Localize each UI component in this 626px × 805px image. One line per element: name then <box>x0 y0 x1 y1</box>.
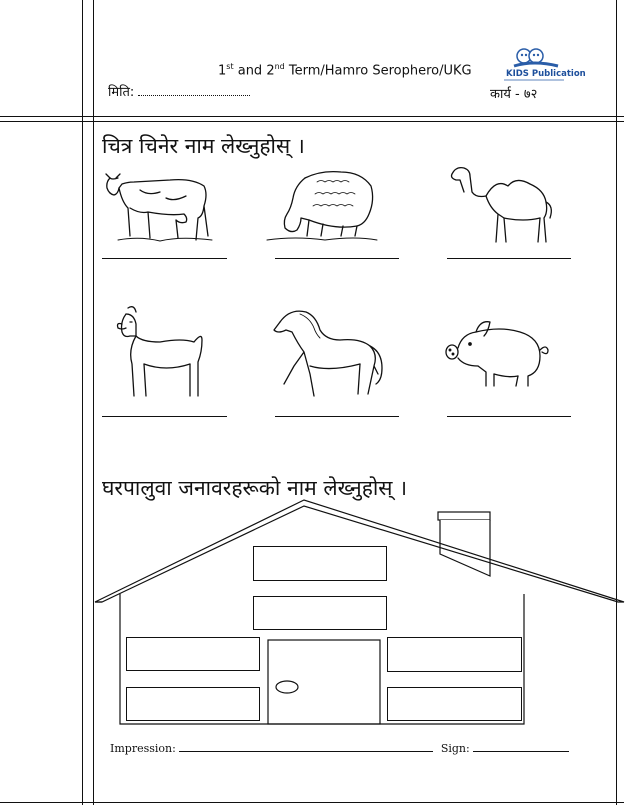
publisher-logo <box>500 46 586 84</box>
pig-icon <box>444 316 550 392</box>
answer-line-pig[interactable] <box>447 416 571 417</box>
section1-heading: चित्र चिनेर नाम लेख्नुहोस् । <box>102 134 305 158</box>
answer-line-camel[interactable] <box>447 258 571 259</box>
house-answer-box-5[interactable] <box>126 687 260 721</box>
answer-line-goat[interactable] <box>102 416 227 417</box>
answer-line-sheep[interactable] <box>275 258 399 259</box>
term-title: 1st and 2nd Term/Hamro Serophero/UKG <box>218 62 472 79</box>
date-blank <box>138 85 250 96</box>
sheep-icon <box>265 164 380 244</box>
activity-number: कार्य - ७२ <box>490 87 538 102</box>
house-answer-box-6[interactable] <box>387 687 522 721</box>
date-label: मिति: <box>108 85 135 100</box>
answer-line-cow[interactable] <box>102 258 227 259</box>
svg-text:KIDS Publication: KIDS Publication <box>506 69 586 79</box>
cow-icon <box>100 166 215 246</box>
header-divider-2 <box>0 121 624 122</box>
chimney <box>438 512 490 520</box>
house-answer-box-1[interactable] <box>253 546 387 581</box>
impression-field[interactable] <box>179 741 433 752</box>
house-answer-box-4[interactable] <box>387 637 522 672</box>
door-knob <box>276 681 298 693</box>
house-answer-box-2[interactable] <box>253 596 387 630</box>
date-field <box>108 82 250 100</box>
house-door <box>268 640 380 724</box>
impression-label: Impression: <box>110 742 176 755</box>
header-divider-1 <box>0 116 624 117</box>
house-answer-box-3[interactable] <box>126 637 260 671</box>
section2-heading: घरपालुवा जनावरहरूको नाम लेख्नुहोस् । <box>102 476 408 500</box>
answer-line-horse[interactable] <box>275 416 399 417</box>
horse-icon <box>270 304 386 402</box>
sign-label: Sign: <box>440 742 470 755</box>
goat-icon <box>106 302 206 402</box>
footer-signoff <box>110 741 569 755</box>
bottom-border-line <box>0 802 624 803</box>
camel-icon <box>446 162 561 244</box>
sign-field[interactable] <box>473 741 569 752</box>
chimney-stack <box>440 520 490 576</box>
